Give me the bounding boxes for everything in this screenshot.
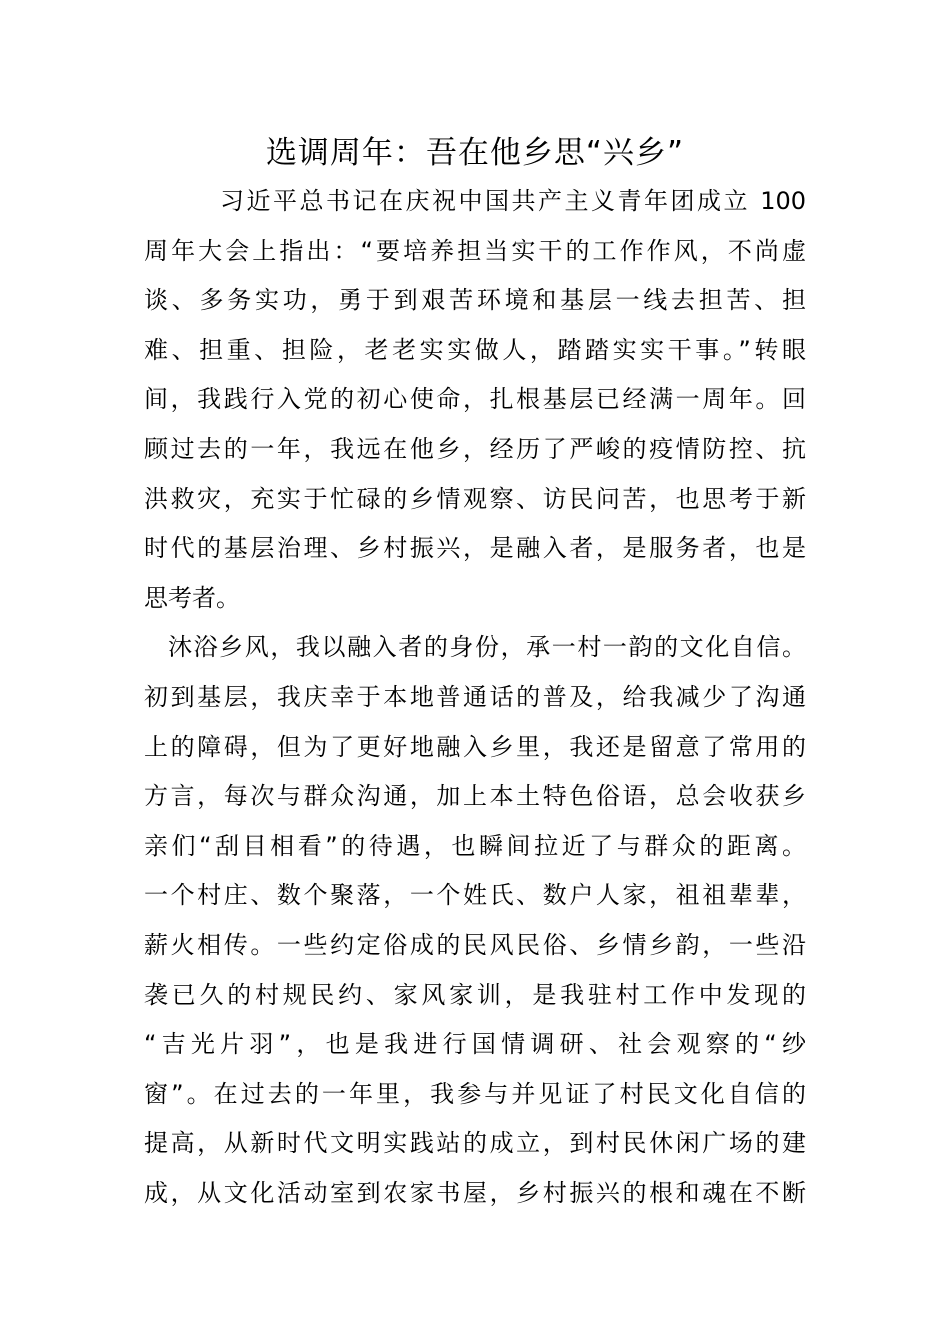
text-line: 思考者。 xyxy=(144,583,240,612)
text-line: 一个村庄、数个聚落，一个姓氏、数户人家，祖祖辈辈， xyxy=(144,881,806,910)
text-line: 习近平总书记在庆祝中国共产主义青年团成立 100 xyxy=(220,187,806,215)
text-line: 难、担重、担险，老老实实做人，踏踏实实干事。”转眼 xyxy=(144,335,806,364)
document-body xyxy=(144,177,806,1218)
text-line: 时代的基层治理、乡村振兴，是融入者，是服务者，也是 xyxy=(144,534,806,563)
text-line: 上的障碍，但为了更好地融入乡里，我还是留意了常用的 xyxy=(144,732,806,761)
text-line: 谈、多务实功，勇于到艰苦环境和基层一线去担苦、担 xyxy=(144,286,806,315)
text-line: 顾过去的一年，我远在他乡，经历了严峻的疫情防控、抗 xyxy=(144,434,806,463)
text-line: 亲们“刮目相看”的待遇，也瞬间拉近了与群众的距离。 xyxy=(144,831,806,860)
text-line: 薪火相传。一些约定俗成的民风民俗、乡情乡韵，一些沿 xyxy=(144,930,806,959)
text-line: 提高，从新时代文明实践站的成立，到村民休闲广场的建 xyxy=(144,1129,806,1158)
paragraph-1 xyxy=(144,177,806,623)
text-line: 间，我践行入党的初心使命，扎根基层已经满一周年。回 xyxy=(144,385,806,414)
text-line: 窗”。在过去的一年里，我参与并见证了村民文化自信的 xyxy=(144,1079,806,1108)
text-line: 袭已久的村规民约、家风家训，是我驻村工作中发现的 xyxy=(144,980,806,1009)
text-line: “吉光片羽”，也是我进行国情调研、社会观察的“纱 xyxy=(144,1030,806,1059)
text-line: 洪救灾，充实于忙碌的乡情观察、访民问苦，也思考于新 xyxy=(144,484,806,513)
text-line: 沐浴乡风，我以融入者的身份，承一村一韵的文化自信。 xyxy=(168,633,806,662)
document-title: 选调周年：吾在他乡思“兴乡” xyxy=(265,135,685,171)
text-line: 初到基层，我庆幸于本地普通话的普及，给我减少了沟通 xyxy=(144,682,806,711)
text-line: 周年大会上指出：“要培养担当实干的工作作风，不尚虚 xyxy=(144,236,806,265)
text-line: 成，从文化活动室到农家书屋，乡村振兴的根和魂在不断 xyxy=(144,1178,806,1207)
text-line: 方言，每次与群众沟通，加上本土特色俗语，总会收获乡 xyxy=(144,782,806,811)
paragraph-2 xyxy=(144,623,806,1218)
